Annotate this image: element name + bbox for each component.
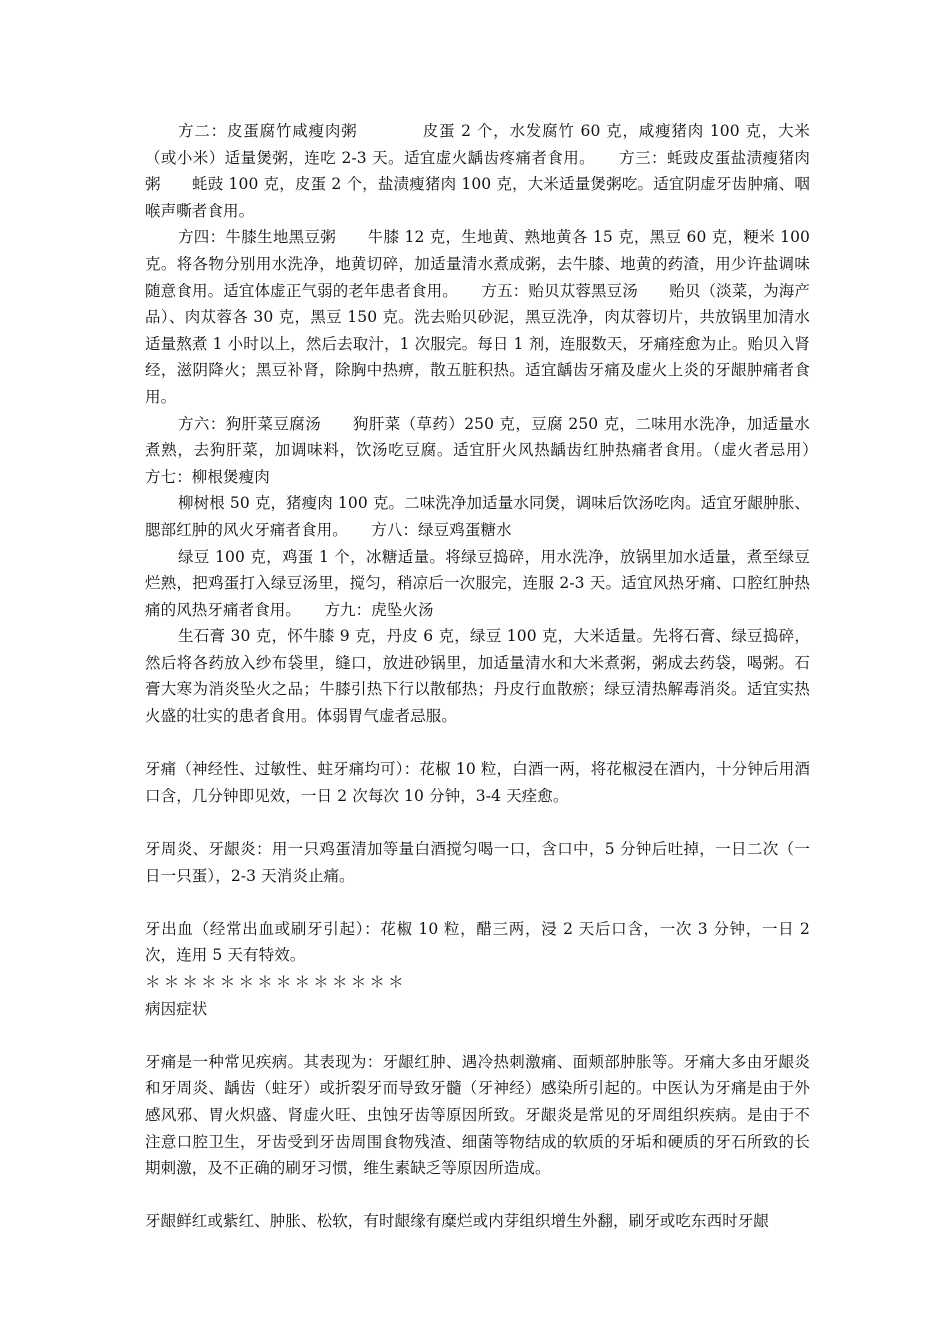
- separator-stars: ＊＊＊＊＊＊＊＊＊＊＊＊＊＊: [145, 973, 407, 991]
- blank-line: [145, 730, 810, 757]
- recipe-paragraph-6-7: 方六：狗肝菜豆腐汤 狗肝菜（草药）250 克，豆腐 250 克，二味用水洗净，加适量水煮熟，去狗肝菜，加调味料，饮汤吃豆腐。适宜肝火风热龋齿红肿热痛者食用。（虚火者忌用） 方七：柳根煲瘦肉: [145, 414, 842, 486]
- recipe-paragraph-2-3: 方二：皮蛋腐竹咸瘦肉粥 皮蛋 2 个，水发腐竹 60 克，咸瘦猪肉 100 克，大米（或小米）适量煲粥，连吃 2-3 天。适宜虚火龋齿疼痛者食用。 方三：蚝豉皮蛋盐渍瘦猪肉粥 蚝豉 100 克，皮蛋 2 个，盐渍瘦猪肉 100 克，大米适量煲粥吃。适宜阴虚牙齿肿痛、咽喉声嘶者食用。: [145, 122, 810, 220]
- blank-line: [145, 1182, 810, 1209]
- blank-line: [145, 1022, 810, 1049]
- recipe-paragraph-7-8: 柳树根 50 克，猪瘦肉 100 克。二味洗净加适量水同煲，调味后饮汤吃肉。适宜牙龈肿胀、腮部红肿的风火牙痛者食用。 方八：绿豆鸡蛋糖水: [145, 494, 810, 539]
- remedy-gum-bleeding: 牙出血（经常出血或刷牙引起）：花椒 10 粒，醋三两，浸 2 天后口含，一次 3 分钟，一日 2 次，连用 5 天有特效。: [145, 919, 810, 965]
- remedy-toothache: 牙痛（神经性、过敏性、蛀牙痛均可）：花椒 10 粒，白酒一两，将花椒浸在酒内，十分钟后用酒口含，几分钟即见效，一日 2 次每次 10 分钟，3-4 天痊愈。: [145, 760, 810, 805]
- cause-description: 牙痛是一种常见疾病。其表现为：牙龈红肿、遇冷热刺激痛、面颊部肿胀等。牙痛大多由牙龈炎和牙周炎、龋齿（蛀牙）或折裂牙而导致牙髓（牙神经）感染所引起的。中医认为牙痛是由于外感风邪、胃火炽盛、肾虚火旺、虫蚀牙齿等原因所致。牙龈炎是常见的牙周组织疾病。是由于不注意口腔卫生，牙齿受到牙齿周围食物残渣、细菌等物结成的软质的牙垢和硬质的牙石所致的长期刺激，及不正确的刷牙习惯，维生素缺乏等原因所造成。: [145, 1052, 810, 1178]
- document-body: [145, 118, 842, 1235]
- recipe-paragraph-4-5: 方四：牛膝生地黑豆粥 牛膝 12 克，生地黄、熟地黄各 15 克，黑豆 60 克，粳米 100 克。将各物分别用水洗净，地黄切碎，加适量清水煮成粥，去牛膝、地黄的药渣，用少许盐调味随意食用。适宜体虚正气弱的老年患者食用。 方五：贻贝苁蓉黑豆汤 贻贝（淡菜，为海产品）、肉苁蓉各 30 克，黑豆 150 克。洗去贻贝砂泥，黑豆洗净，肉苁蓉切片，共放锅里加清水适量熬煮 1 小时以上，然后去取汁，1 次服完。每日 1 剂，连服数天，牙痛痊愈为止。贻贝入肾经，滋阴降火；黑豆补肾，除胸中热痹，散五脏积热。适宜龋齿牙痛及虚火上炎的牙龈肿痛者食用。: [145, 228, 810, 406]
- remedy-periodontitis: 牙周炎、牙龈炎：用一只鸡蛋清加等量白酒搅匀喝一口，含口中，5 分钟后吐掉，一日二次（一日一只蛋），2-3 天消炎止痛。: [145, 840, 810, 885]
- blank-line: [145, 889, 810, 916]
- section-heading: 病因症状: [145, 999, 208, 1018]
- recipe-paragraph-8-9: 绿豆 100 克，鸡蛋 1 个，冰糖适量。将绿豆捣碎，用水洗净，放锅里加水适量，煮至绿豆烂熟，把鸡蛋打入绿豆汤里，搅匀，稍凉后一次服完，连服 2-3 天。适宜风热牙痛、口腔红肿热痛的风热牙痛者食用。 方九：虎坠火汤: [145, 547, 810, 619]
- blank-line: [145, 809, 810, 836]
- recipe-paragraph-9: 生石膏 30 克，怀牛膝 9 克，丹皮 6 克，绿豆 100 克，大米适量。先将石膏、绿豆捣碎，然后将各药放入纱布袋里，缝口，放进砂锅里，加适量清水和大米煮粥，粥成去药袋，喝粥。石膏大寒为消炎坠火之品；牛膝引热下行以散郁热；丹皮行血散瘀；绿豆清热解毒消炎。适宜实热火盛的壮实的患者食用。体弱胃气虚者忌服。: [145, 627, 810, 726]
- symptom-description: 牙龈鲜红或紫红、肿胀、松软，有时龈缘有糜烂或内芽组织增生外翻，刷牙或吃东西时牙龈: [145, 1212, 770, 1231]
